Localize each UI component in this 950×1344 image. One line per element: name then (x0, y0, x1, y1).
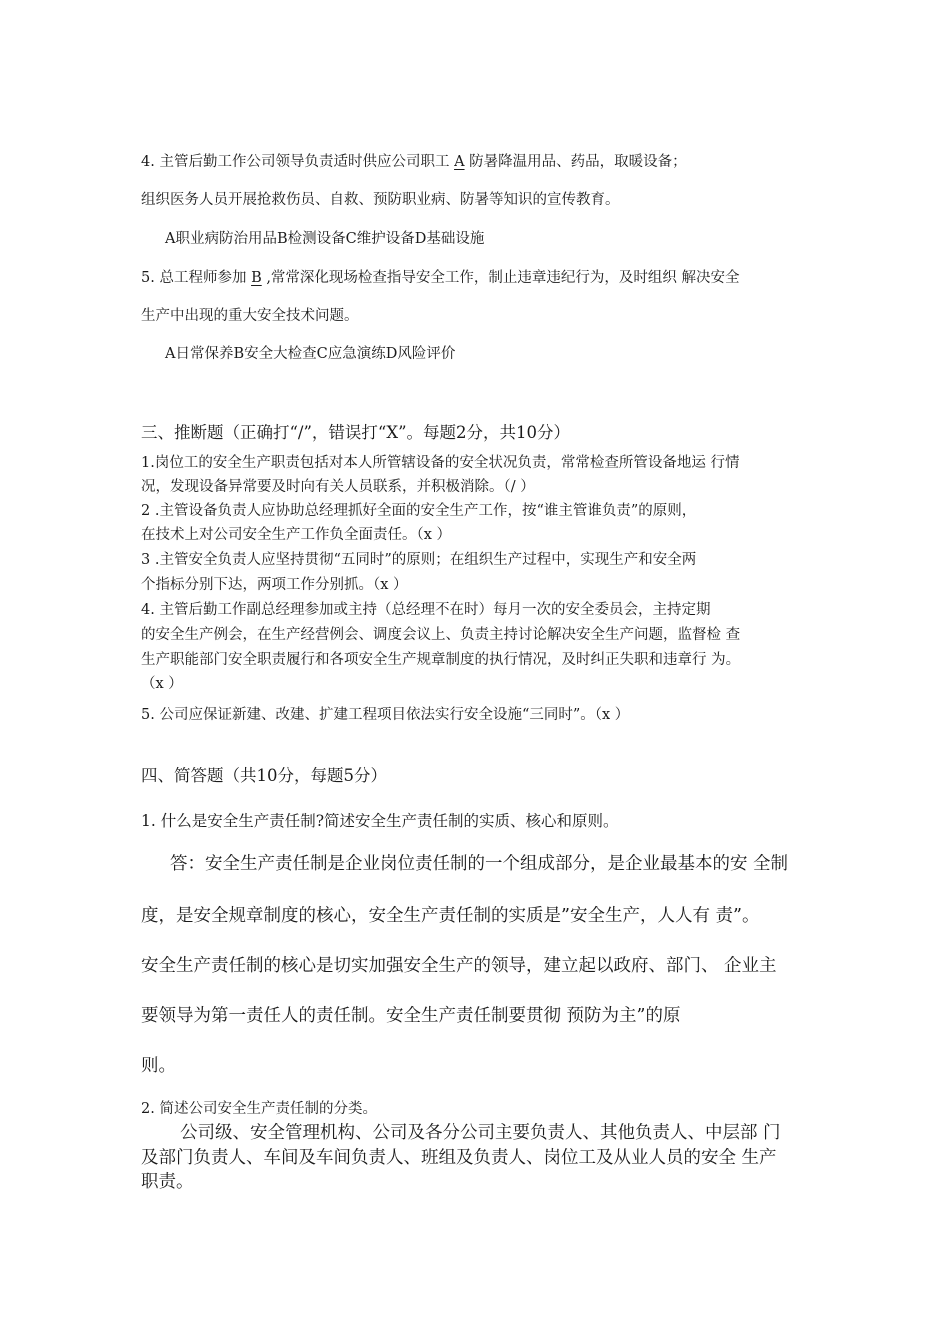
tf-line: 个指标分别下达，两项工作分别抓。（x ） (141, 577, 408, 593)
tf-line: 的安全生产例会，在生产经营例会、调度会议上、负责主持讨论解决安全生产问题，监督检 查 (141, 627, 741, 643)
section3-title: 三、推断题（正确打“/”，错误打“X”。每题2分，共10分） (141, 423, 571, 442)
sa-answer-line: 及部门负责人、车间及车间负责人、班组及负责人、岗位工及从业人员的安全 生产 (141, 1148, 777, 1168)
sa-answer-line: 则。 (141, 1056, 176, 1076)
q4-text-after: 防暑降温用品、药品，取暖设备； (464, 154, 687, 170)
sa-answer-line: 答：安全生产责任制是企业岗位责任制的一个组成部分，是企业最基本的安 全制 (170, 854, 789, 874)
tf-line: 4. 主管后勤工作副总经理参加或主持（总经理不在时）每月一次的安全委员会，主持定期 (141, 602, 711, 618)
q4-line2: 组织医务人员开展抢救伤员、自救、预防职业病、防暑等知识的宣传教育。 (141, 192, 620, 208)
q5-answer: B (251, 270, 262, 286)
tf-line: 生产职能部门安全职责履行和各项安全生产规章制度的执行情况，及时纠正失职和违章行 为。 (141, 652, 741, 668)
q5-options: A日常保养B安全大检查C应急演练D风险评价 (165, 346, 456, 362)
sa-answer-line: 公司级、安全管理机构、公司及各分公司主要负责人、其他负责人、中层部 门 (180, 1123, 781, 1143)
sa-question-1: 1. 什么是安全生产责任制?简述安全生产责任制的实质、核心和原则。 (141, 812, 619, 830)
sa-answer-line: 要领导为第一责任人的责任制。安全生产责任制要贯彻 预防为主”的原 (141, 1006, 681, 1026)
tf-line: （x ） (141, 676, 183, 692)
sa-answer-line: 安全生产责任制的核心是切实加强安全生产的领导，建立起以政府、部门、 企业主 (141, 956, 777, 976)
sa-answer-line: 职责。 (141, 1172, 194, 1192)
q4-options: A职业病防治用品B检测设备C维护设备D基础设施 (165, 231, 485, 247)
tf-line: 3 .主管安全负责人应坚持贯彻“五同时”的原则；在组织生产过程中，实现生产和安全两 (141, 552, 697, 568)
tf-line: 2 .主管设备负责人应协助总经理抓好全面的安全生产工作，按“谁主管谁负责”的原则， (141, 503, 697, 519)
sa-answer-line: 度，是安全规章制度的核心，安全生产责任制的实质是”安全生产，人人有 责”。 (141, 906, 760, 926)
q4-text-before: 4. 主管后勤工作公司领导负责适时供应公司职工 (141, 154, 455, 170)
q5-line2: 生产中出现的重大安全技术问题。 (141, 308, 359, 324)
tf-line: 在技术上对公司安全生产工作负全面责任。（x ） (141, 527, 452, 543)
q4-line1 (141, 155, 687, 170)
tf-line: 1.岗位工的安全生产职责包括对本人所管辖设备的安全状况负责，常常检查所管设备地运 行情 (141, 455, 740, 471)
tf-line: 况，发现设备异常要及时向有关人员联系，并积极消除。（/ ） (141, 479, 535, 495)
tf-line: 5. 公司应保证新建、改建、扩建工程项目依法实行安全设施“三同时”。（x ） (141, 707, 630, 723)
section4-title: 四、简答题（共10分，每题5分） (141, 766, 387, 785)
q5-line1 (141, 271, 740, 286)
q5-text-before: 5. 总工程师参加 (141, 270, 252, 286)
q4-answer: A (454, 154, 465, 170)
sa-question-2: 2. 简述公司安全生产责任制的分类。 (141, 1101, 377, 1117)
q5-text-after: ,常常深化现场检查指导安全工作，制止违章违纪行为，及时组织 解决安全 (261, 270, 740, 286)
